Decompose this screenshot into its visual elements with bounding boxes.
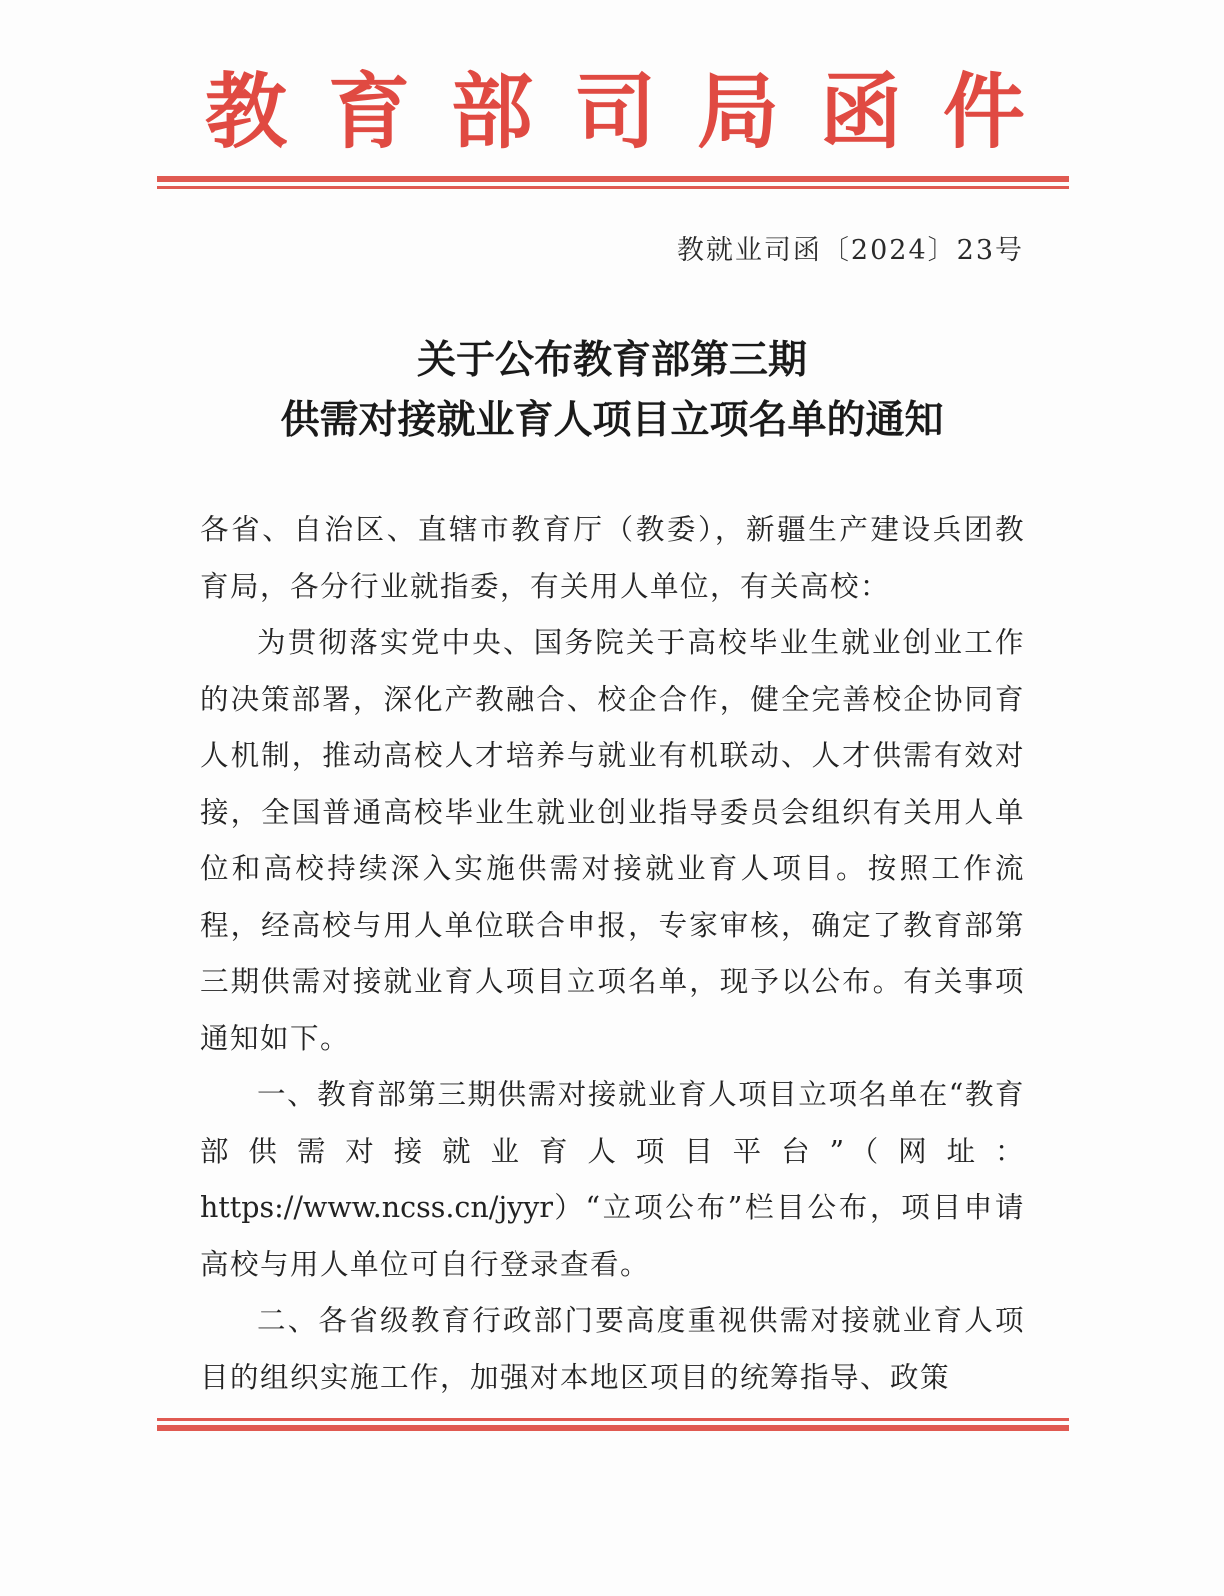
divider-thick-line	[157, 176, 1069, 182]
document-title-line: 供需对接就业育人项目立项名单的通知	[280, 397, 944, 443]
letterhead-char: 件	[942, 64, 1025, 160]
body-paragraph	[200, 1067, 1025, 1293]
letterhead-char: 司	[573, 64, 656, 160]
divider-thin-line	[157, 1418, 1069, 1421]
document-body	[200, 502, 1025, 1406]
letterhead-char: 部	[450, 64, 533, 160]
letterhead-divider	[157, 176, 1069, 189]
letterhead-char: 教	[205, 64, 288, 160]
body-paragraph: 二、各省级教育行政部门要高度重视供需对接就业育人项目的组织实施工作，加强对本地区项目的统筹指导、政策	[200, 1304, 1025, 1394]
letterhead-char: 局	[696, 64, 779, 160]
paragraph-text: ）“立项公布”栏目公布，项目申请高校与用人单位可自行登录查看。	[200, 1191, 1025, 1281]
body-paragraph: 为贯彻落实党中央、国务院关于高校毕业生就业创业工作的决策部署，深化产教融合、校企合作，健全完善校企协同育人机制，推动高校人才培养与就业有机联动、人才供需有效对接，全国普通高校毕业生就业创业指导委员会组织有关用人单位和高校持续深入实施供需对接就业育人项目。按照工作流程，经高校与用人单位联合申报，专家审核，确定了教育部第三期供需对接就业育人项目立项名单，现予以公布。有关事项通知如下。	[200, 626, 1025, 1055]
divider-thin-line	[157, 186, 1069, 189]
divider-thick-line	[157, 1425, 1069, 1431]
salutation: 各省、自治区、直辖市教育厅（教委），新疆生产建设兵团教育局，各分行业就指委，有关用人单位，有关高校：	[200, 513, 1025, 603]
paragraph-text: 一、教育部第三期供需对接就业育人项目立项名单在“教育部供需对接就业育人项目平台”（网址：	[200, 1078, 1025, 1168]
document-title-line: 关于公布教育部第三期	[416, 337, 807, 383]
letterhead-char: 育	[327, 64, 410, 160]
document-number: 教就业司函〔2024〕23号	[676, 235, 1024, 266]
website-url: https://www.ncss.cn/jyyr	[200, 1191, 554, 1224]
footer-divider	[157, 1418, 1069, 1431]
letterhead-char: 函	[819, 64, 902, 160]
document-title	[0, 330, 1224, 450]
letterhead-title	[205, 62, 1025, 162]
